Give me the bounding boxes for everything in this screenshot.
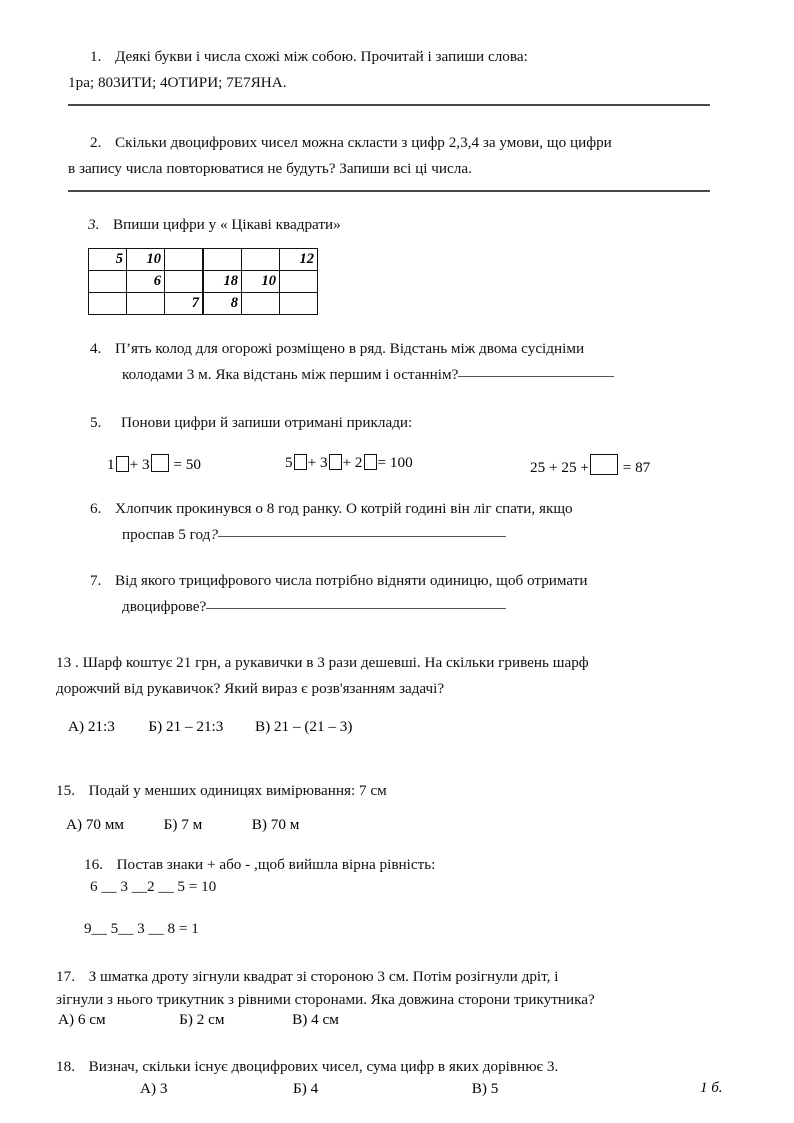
task-13-option-b[interactable]: Б) 21 – 21:3 bbox=[148, 718, 224, 735]
task-4-answer-blank[interactable] bbox=[458, 376, 614, 377]
magic-square-right bbox=[203, 248, 318, 315]
cell-r1c3[interactable]: 12 bbox=[280, 249, 318, 271]
task-13-option-a[interactable]: А) 21:3 bbox=[68, 718, 115, 735]
equation-2 bbox=[285, 454, 413, 472]
cell-r2c2[interactable]: 6 bbox=[127, 271, 165, 293]
equation-1-result: = 50 bbox=[173, 456, 201, 473]
equation-1-blank-2[interactable] bbox=[151, 454, 169, 472]
task-4-text-cont: колодами 3 м. Яка відстань між першим і останнім? bbox=[122, 366, 459, 383]
task-18-text: Визнач, скільки існує двоцифрових чисел, сума цифр в яких дорівнює 3. bbox=[88, 1058, 559, 1075]
task-2-number: 2. bbox=[90, 134, 102, 151]
task-3-heading bbox=[88, 214, 688, 236]
task-7-line-1 bbox=[90, 570, 735, 592]
task-1-line-2 bbox=[68, 72, 728, 94]
cell-r3c2[interactable] bbox=[127, 293, 165, 315]
task-1-text: Деякі букви і числа схожі між собою. Прочитай і запиши слова: bbox=[114, 48, 528, 65]
table-row bbox=[204, 293, 318, 315]
task-1-words: 1ра; 803ИТИ; 4ОТИРИ; 7Е7ЯНА. bbox=[68, 74, 287, 91]
task-15-line-1 bbox=[56, 780, 746, 802]
task-1-number: 1. bbox=[90, 48, 102, 65]
cell-r2c2[interactable]: 10 bbox=[242, 271, 280, 293]
task-17-line-2 bbox=[56, 989, 750, 1011]
task-18-option-b[interactable]: Б) 4 bbox=[293, 1080, 319, 1097]
equation-3-blank-1[interactable] bbox=[590, 454, 618, 475]
task-15-text: Подай у менших одиницях вимірювання: 7 см bbox=[88, 782, 387, 799]
task-4-text: П’ять колод для огорожі розміщено в ряд. Відстань між двома сусідніми bbox=[114, 340, 585, 357]
table-row bbox=[89, 249, 203, 271]
task-13-option-v[interactable]: В) 21 – (21 – 3) bbox=[254, 718, 353, 735]
table-row bbox=[204, 249, 318, 271]
task-17-option-b[interactable]: Б) 2 см bbox=[179, 1011, 225, 1028]
task-15-number: 15. bbox=[56, 782, 75, 799]
equation-2-operand-2: + 3 bbox=[307, 454, 328, 471]
equation-2-blank-2[interactable] bbox=[329, 454, 342, 470]
task-17-option-a[interactable]: А) 6 см bbox=[58, 1011, 106, 1028]
task-4-line-1 bbox=[90, 338, 735, 360]
task-1-line-1 bbox=[90, 46, 730, 68]
equation-2-operand-1: 5 bbox=[285, 454, 293, 471]
task-13-options bbox=[68, 718, 352, 736]
cell-r3c1[interactable] bbox=[89, 293, 127, 315]
task-13-line-1 bbox=[56, 652, 746, 674]
equation-2-result: = 100 bbox=[377, 454, 413, 471]
cell-r1c1[interactable]: 5 bbox=[89, 249, 127, 271]
task-6-line-2 bbox=[122, 524, 742, 546]
equation-3 bbox=[530, 454, 650, 477]
task-15-options bbox=[66, 816, 299, 834]
equation-1-operand-1: 1 bbox=[107, 456, 115, 473]
equation-1-blank-1[interactable] bbox=[116, 456, 129, 472]
table-row bbox=[89, 293, 203, 315]
task-13-line-2 bbox=[56, 678, 746, 700]
task-5-title: Понови цифри й запиши отримані приклади: bbox=[120, 414, 413, 431]
table-row bbox=[204, 271, 318, 293]
task-16-equation-2[interactable]: 9__ 5__ 3 __ 8 = 1 bbox=[84, 920, 199, 937]
equation-1 bbox=[107, 454, 201, 474]
task-7-text-cont: двоцифрове? bbox=[122, 598, 207, 615]
task-7-answer-blank[interactable] bbox=[206, 608, 506, 609]
cell-r2c1[interactable] bbox=[89, 271, 127, 293]
task-6-answer-blank[interactable] bbox=[218, 536, 506, 537]
equation-1-operand-2: + 3 bbox=[129, 456, 150, 473]
equation-3-result: = 87 bbox=[622, 459, 651, 476]
task-15-option-a[interactable]: А) 70 мм bbox=[66, 816, 125, 833]
answer-rule-1 bbox=[68, 104, 710, 106]
task-18-option-v[interactable]: В) 5 bbox=[471, 1080, 499, 1097]
answer-rule-2 bbox=[68, 190, 710, 192]
task-2-line-1 bbox=[90, 132, 738, 154]
task-16-text: Постав знаки + або - ,щоб вийшла вірна рівність: bbox=[116, 856, 436, 873]
task-6-text: Хлопчик прокинувся о 8 год ранку. О котрій годині він ліг спати, якщо bbox=[114, 500, 573, 517]
table-row bbox=[89, 271, 203, 293]
cell-r1c1[interactable] bbox=[204, 249, 242, 271]
equation-2-blank-1[interactable] bbox=[294, 454, 307, 470]
equation-2-operand-3: + 2 bbox=[342, 454, 363, 471]
task-6-text-cont: проспав 5 год bbox=[122, 526, 211, 543]
cell-r2c3[interactable] bbox=[280, 271, 318, 293]
task-2-text-cont: в запису числа повторюватися не будуть? Запиши всі ці числа. bbox=[68, 160, 472, 177]
task-17-text-cont: зігнули з нього трикутник з рівними сторонами. Яка довжина сторони трикутника? bbox=[56, 991, 595, 1008]
cell-r3c3[interactable]: 7 bbox=[165, 293, 203, 315]
task-16-number: 16. bbox=[84, 856, 103, 873]
task-18-options bbox=[140, 1080, 498, 1098]
task-17-line-1 bbox=[56, 966, 746, 988]
task-13-number: 13 . bbox=[56, 654, 79, 671]
task-7-number: 7. bbox=[90, 572, 102, 589]
task-17-options bbox=[58, 1011, 339, 1029]
task-15-option-b[interactable]: Б) 7 м bbox=[163, 816, 203, 833]
task-7-line-2 bbox=[122, 596, 742, 618]
task-18-score: 1 б. bbox=[700, 1080, 723, 1096]
task-3-title: Впиши цифри у « Цікаві квадрати» bbox=[112, 216, 341, 233]
cell-r1c2[interactable]: 10 bbox=[127, 249, 165, 271]
task-16-line-1 bbox=[84, 854, 744, 876]
task-6-question-mark: ? bbox=[210, 526, 218, 543]
task-13-text: Шарф коштує 21 грн, а рукавички в 3 рази дешевші. На скільки гривень шарф bbox=[82, 654, 589, 671]
task-17-number: 17. bbox=[56, 968, 75, 985]
task-6-line-1 bbox=[90, 498, 735, 520]
task-13-text-cont: дорожчий від рукавичок? Який вираз є розв'язанням задачі? bbox=[56, 680, 445, 697]
cell-r1c2[interactable] bbox=[242, 249, 280, 271]
task-6-number: 6. bbox=[90, 500, 102, 517]
task-4-number: 4. bbox=[90, 340, 102, 357]
cell-r2c1[interactable]: 18 bbox=[204, 271, 242, 293]
task-16-expression-2 bbox=[84, 918, 484, 940]
task-7-text: Від якого трицифрового числа потрібно відняти одиницю, щоб отримати bbox=[114, 572, 588, 589]
task-15-option-v[interactable]: В) 70 м bbox=[251, 816, 300, 833]
task-18-option-a[interactable]: А) 3 bbox=[140, 1080, 168, 1097]
task-5-number: 5. bbox=[90, 414, 102, 431]
magic-square-left bbox=[88, 248, 203, 315]
cell-r1c3[interactable] bbox=[165, 249, 203, 271]
cell-r3c3[interactable] bbox=[280, 293, 318, 315]
equation-3-operand-1: 25 + 25 + bbox=[530, 459, 589, 476]
task-2-line-2 bbox=[68, 158, 748, 180]
task-4-line-2 bbox=[122, 364, 742, 386]
equation-2-blank-3[interactable] bbox=[364, 454, 377, 470]
cell-r3c1[interactable]: 8 bbox=[204, 293, 242, 315]
task-18-line-1 bbox=[56, 1056, 746, 1078]
task-2-text: Скільки двоцифрових чисел можна скласти з цифр 2,3,4 за умови, що цифри bbox=[114, 134, 612, 151]
task-18-number: 18. bbox=[56, 1058, 75, 1075]
task-17-option-v[interactable]: В) 4 см bbox=[292, 1011, 339, 1028]
task-3-number: 3. bbox=[88, 216, 100, 233]
task-16-expression-1 bbox=[90, 876, 490, 898]
task-5-heading bbox=[90, 412, 690, 434]
cell-r3c2[interactable] bbox=[242, 293, 280, 315]
task-17-text: З шматка дроту зігнули квадрат зі стороною 3 см. Потім розігнули дріт, і bbox=[88, 968, 559, 985]
cell-r2c3[interactable] bbox=[165, 271, 203, 293]
task-16-equation-1[interactable]: 6 __ 3 __2 __ 5 = 10 bbox=[90, 878, 217, 895]
